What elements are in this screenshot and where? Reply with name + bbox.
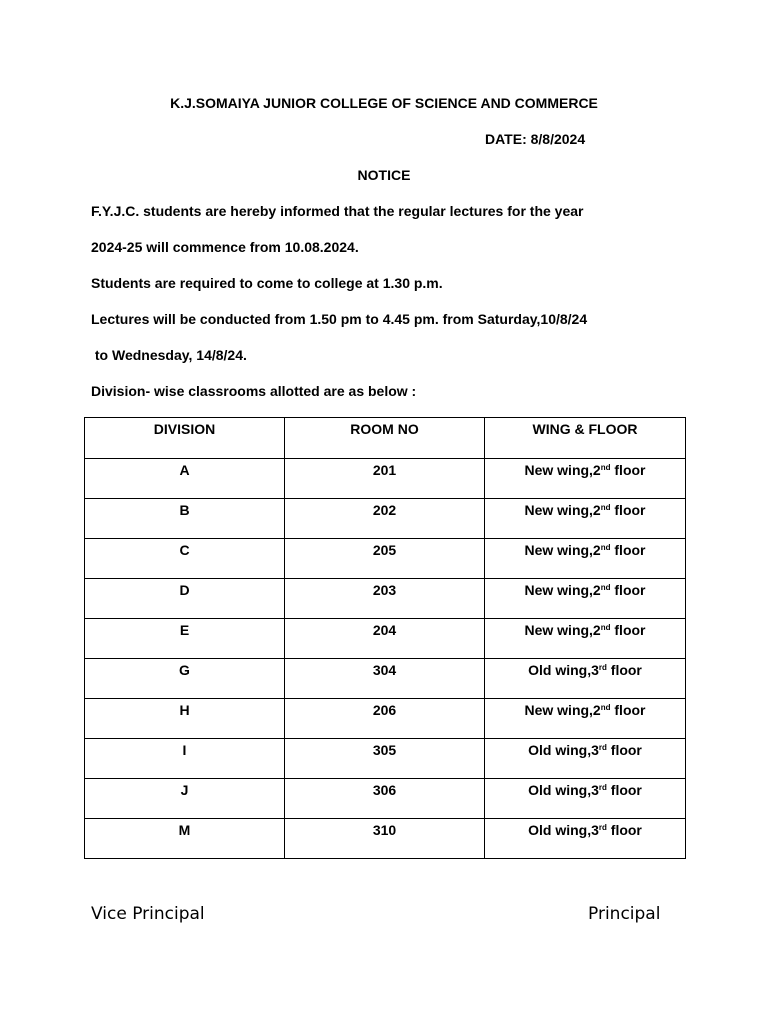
division-cell: J <box>85 779 285 819</box>
floor-label: floor <box>610 542 646 558</box>
floor-ordinal-suffix: rd <box>598 783 607 792</box>
room-no-cell: 202 <box>285 499 485 539</box>
table-body <box>85 459 686 859</box>
room-no-cell: 305 <box>285 739 485 779</box>
notice-heading: NOTICE <box>357 167 411 183</box>
table-row <box>85 739 686 779</box>
floor-label: floor <box>606 662 642 678</box>
table-row <box>85 819 686 859</box>
column-header-division: DIVISION <box>85 418 285 459</box>
division-cell: B <box>85 499 285 539</box>
wing-floor-cell <box>485 499 686 539</box>
floor-label: floor <box>606 822 642 838</box>
wing-label: New wing,2 <box>524 582 601 598</box>
wing-label: Old wing,3 <box>528 782 599 798</box>
room-no-cell: 204 <box>285 619 485 659</box>
division-cell: D <box>85 579 285 619</box>
wing-label: New wing,2 <box>524 542 601 558</box>
column-header-wing-floor: WING & FLOOR <box>485 418 686 459</box>
floor-label: floor <box>610 702 646 718</box>
wing-floor-cell <box>485 659 686 699</box>
notice-paragraph-reporting-time: Students are required to come to college at 1.30 p.m. <box>91 275 443 291</box>
division-cell: H <box>85 699 285 739</box>
wing-label: New wing,2 <box>524 462 601 478</box>
floor-ordinal-suffix: nd <box>600 543 611 552</box>
table-row <box>85 579 686 619</box>
wing-label: New wing,2 <box>524 702 601 718</box>
table-header-row <box>85 418 686 459</box>
notice-paragraph-classrooms-intro: Division- wise classrooms allotted are as below : <box>91 383 417 399</box>
room-no-cell: 306 <box>285 779 485 819</box>
wing-label: New wing,2 <box>524 502 601 518</box>
room-no-cell: 304 <box>285 659 485 699</box>
floor-ordinal-suffix: nd <box>600 703 611 712</box>
table-row <box>85 499 686 539</box>
wing-floor-cell <box>485 459 686 499</box>
division-cell: I <box>85 739 285 779</box>
floor-ordinal-suffix: rd <box>598 663 607 672</box>
room-no-cell: 201 <box>285 459 485 499</box>
wing-floor-cell <box>485 699 686 739</box>
column-header-room-no: ROOM NO <box>285 418 485 459</box>
notice-date: DATE: 8/8/2024 <box>485 131 586 147</box>
floor-ordinal-suffix: nd <box>600 623 611 632</box>
wing-floor-cell <box>485 579 686 619</box>
wing-floor-cell <box>485 779 686 819</box>
division-cell: M <box>85 819 285 859</box>
room-no-cell: 203 <box>285 579 485 619</box>
signature-principal: Principal <box>588 904 661 924</box>
division-cell: G <box>85 659 285 699</box>
table-row <box>85 619 686 659</box>
room-no-cell: 206 <box>285 699 485 739</box>
wing-floor-cell <box>485 619 686 659</box>
wing-floor-cell <box>485 819 686 859</box>
room-no-cell: 205 <box>285 539 485 579</box>
floor-ordinal-suffix: nd <box>600 503 611 512</box>
wing-label: Old wing,3 <box>528 662 599 678</box>
table-row <box>85 699 686 739</box>
floor-label: floor <box>606 782 642 798</box>
wing-label: Old wing,3 <box>528 822 599 838</box>
notice-paragraph-schedule-line-2: to Wednesday, 14/8/24. <box>91 347 247 363</box>
floor-label: floor <box>610 462 646 478</box>
floor-ordinal-suffix: nd <box>600 583 611 592</box>
floor-ordinal-suffix: nd <box>600 463 611 472</box>
floor-label: floor <box>610 622 646 638</box>
table-row <box>85 539 686 579</box>
room-no-cell: 310 <box>285 819 485 859</box>
wing-floor-cell <box>485 539 686 579</box>
classroom-allotment-table <box>84 417 686 859</box>
division-cell: E <box>85 619 285 659</box>
wing-label: New wing,2 <box>524 622 601 638</box>
floor-label: floor <box>606 742 642 758</box>
wing-floor-cell <box>485 739 686 779</box>
notice-paragraph-lectures-line-2: 2024-25 will commence from 10.08.2024. <box>91 239 359 255</box>
floor-label: floor <box>610 582 646 598</box>
floor-ordinal-suffix: rd <box>598 743 607 752</box>
division-cell: C <box>85 539 285 579</box>
college-title: K.J.SOMAIYA JUNIOR COLLEGE OF SCIENCE AND COMMERCE <box>170 95 598 111</box>
floor-label: floor <box>610 502 646 518</box>
signature-vice-principal: Vice Principal <box>91 904 205 924</box>
wing-label: Old wing,3 <box>528 742 599 758</box>
table-row <box>85 459 686 499</box>
division-cell: A <box>85 459 285 499</box>
floor-ordinal-suffix: rd <box>598 823 607 832</box>
notice-paragraph-lectures-line-1: F.Y.J.C. students are hereby informed that the regular lectures for the year <box>91 203 584 219</box>
notice-paragraph-schedule-line-1: Lectures will be conducted from 1.50 pm to 4.45 pm. from Saturday,10/8/24 <box>91 311 588 327</box>
table-row <box>85 779 686 819</box>
table-row <box>85 659 686 699</box>
